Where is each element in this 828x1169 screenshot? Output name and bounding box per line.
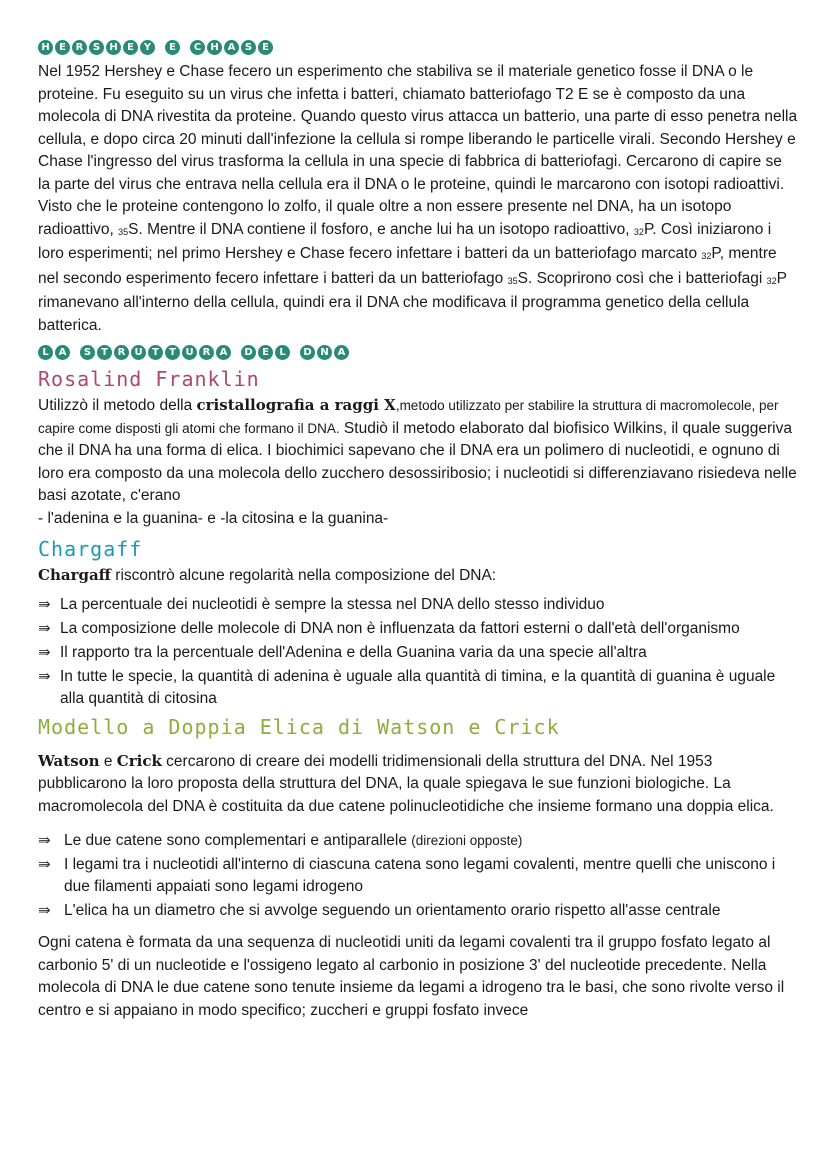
title-letter-badge: H [38,40,53,55]
closing-paragraph: Ogni catena è formata da una sequenza di nucleotidi uniti da legami covalenti tra il gruppo fosfato legato al carbonio 5' di un nucleotide e l'ossigeno legato al carbonio in posizione 3' del nucleotide precedente. Nella molecola di DNA le due catene sono tenute insieme da legami a idrogeno tra le basi, che sono rivolte verso il centro e si appaiano in modo specifico; zuccheri e gruppi fosfato invece [38,934,785,1019]
title-letter-badge: T [165,345,180,360]
title-letter-badge: T [148,345,163,360]
arrow-icon: ⇛ [38,643,51,661]
title-letter-badge: D [300,345,315,360]
title-gap [233,345,239,360]
hershey-chase-paragraph: Nel 1952 Hershey e Chase fecero un esperimento che stabiliva se il materiale genetico fosse il DNA o le proteine. Fu eseguito su un virus che infetta i batteri, chiamato batteriofago T2 E se è composto da una molecola di DNA rivestita da proteine. Quando questo virus attacca un batterio, una parte di esso penetra nella cellula, e dopo circa 20 minuti dall'infezione la cellula si rompe liberando le particelle virali. Secondo Hershey e Chase l'ingresso del virus trasforma la cellula in una specie di fabbrica di batteriofagi. Cercarono di capire se la parte del virus che entrava nella cellula era il DNA o le proteine, quindi le marcarono con isotopi radioattivi. Visto che le proteine contengono lo zolfo, il quale oltre a non essere presente nel DNA, ha un isotopo radioattivo, $_{35}$S. Mentre il DNA contiene il fosforo, e anche lui ha un isotopo radioattivo, $_{32}$P. Così iniziarono i loro esperimenti; nel primo Hershey e Chase fecero infettare i batteri da un batteriofago marcato $_{32}$P, mentre nel secondo esperimento fecero infettare i batteri da un batteriofago $_{35}$S. Scoprirono così che i batteriofagi $_{32}$P rimanevano all'interno della cellula, quindi era il DNA che modificava il programma genetico della cellula batterica. [38,63,798,334]
heading-chargaff: Chargaff [38,537,143,561]
list-item: ⇛ Le due catene sono complementari e antiparallele (direzioni opposte) [38,830,798,852]
arrow-icon: ⇛ [38,595,51,613]
list-item: ⇛ I legami tra i nucleotidi all'interno di ciascuna catena sono legami covalenti, mentre quelli che uniscono i due filamenti appaiati sono legami idrogeno [38,856,776,895]
title-letter-badge: C [190,40,205,55]
arrow-icon: ⇛ [38,619,51,637]
title-letter-badge: E [258,40,273,55]
title-gap [72,345,78,360]
title-letter-badge: R [199,345,214,360]
title-letter-badge: L [275,345,290,360]
title-letter-badge: E [258,345,273,360]
franklin-bases-line: - l'adenina e la guanina- e -la citosina e la guanina- [38,509,389,527]
title-letter-badge: S [89,40,104,55]
arrow-icon: ⇛ [38,902,51,919]
heading-watson-crick: Modello a Doppia Elica di Watson e Crick [38,714,560,739]
title-letter-badge: Y [140,40,155,55]
title-letter-badge: A [334,345,349,360]
title-letter-badge: R [72,40,87,55]
title-letter-badge: U [182,345,197,360]
heading-rosalind-franklin: Rosalind Franklin [38,367,260,391]
title-letter-badge: S [80,345,95,360]
title-letter-badge: T [97,345,112,360]
title-letter-badge: U [131,345,146,360]
arrow-icon: ⇛ [38,856,51,873]
franklin-paragraph: Utilizzò il metodo della cristallografia a raggi X,metodo utilizzato per stabilire la struttura di macromolecole, per capire come disposti gli atomi che formano il DNA. Studiò il metodo elaborato dal biofisico Wilkins, il quale suggeriva che il DNA ha una forma di elica. I biochimici sapevano che il DNA era un polimero di nucleotidi, e ognuno di loro era composto da una molecola dello zucchero desossiribosio; i nucleotidi si differenziavano risiedeva nelle basi azotate, c'erano [38,396,797,504]
title-letter-badge: S [241,40,256,55]
title-letter-badge: D [241,345,256,360]
list-item: ⇛ La composizione delle molecole di DNA non è influenzata da fattori esterni o dall'età dell'organismo [38,618,798,640]
chargaff-list [38,594,798,710]
title-letter-badge: E [165,40,180,55]
heading-struttura-dna [38,345,798,360]
list-item: ⇛ L'elica ha un diametro che si avvolge seguendo un orientamento orario rispetto all'asse centrale [38,900,798,922]
title-letter-badge: N [317,345,332,360]
title-letter-badge: E [55,40,70,55]
arrow-icon: ⇛ [38,832,51,849]
chargaff-intro: Chargaff riscontrò alcune regolarità nella composizione del DNA: [38,566,497,584]
title-letter-badge: H [207,40,222,55]
list-item: ⇛ La percentuale dei nucleotidi è sempre la stessa nel DNA dello stesso individuo [38,594,798,616]
title-letter-badge: H [106,40,121,55]
list-item: ⇛ Il rapporto tra la percentuale dell'Adenina e della Guanina varia da una specie all'altra [38,642,798,664]
title-letter-badge: A [224,40,239,55]
title-letter-badge: E [123,40,138,55]
document-page [38,40,798,1022]
watson-crick-paragraph: Watson e Crick cercarono di creare dei modelli tridimensionali della struttura del DNA. Nel 1953 pubblicarono la loro proposta della struttura del DNA, la quale spiegava le sue funzioni biologiche. La macromolecola del DNA è costituita da due catene polinucleotidiche che insieme formano una doppia elica. [38,751,774,815]
title-gap [182,40,188,55]
title-letter-badge: A [216,345,231,360]
title-letter-badge: L [38,345,53,360]
list-item: ⇛ In tutte le specie, la quantità di adenina è uguale alla quantità di timina, e la quantità di guanina è uguale alla quantità di citosina [38,667,776,707]
title-gap [292,345,298,360]
watson-crick-list [38,830,798,922]
title-letter-badge: A [55,345,70,360]
arrow-icon: ⇛ [38,667,51,685]
title-letter-badge: R [114,345,129,360]
title-gap [157,40,163,55]
heading-hershey-chase [38,40,798,55]
